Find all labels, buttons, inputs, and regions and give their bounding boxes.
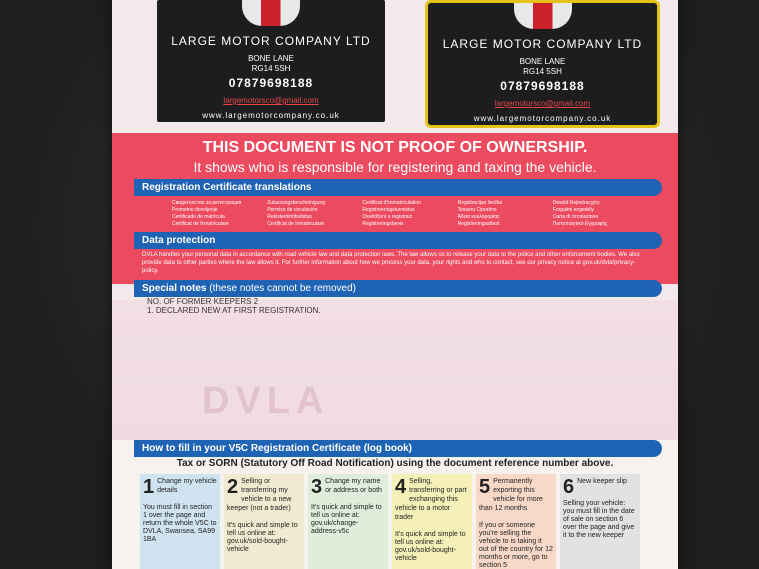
step-body: It's quick and simple to tell us online at: gov.uk/sold-bought-vehicle (227, 522, 298, 553)
how-to-header: How to fill in your V5C Registration Certificate (log book) (134, 440, 662, 457)
step-title: New keeper slip (577, 478, 627, 485)
step-card (140, 474, 220, 569)
translation-item: Certificado de matrícula (172, 214, 225, 220)
translation-item: Πιστοποιητικό Εγγραφής (552, 221, 608, 227)
how-to-subheading: Tax or SORN (Statutory Off Road Notification) using the document reference number above. (176, 458, 614, 469)
step-title: Permanently exporting this vehicle for more than 12 months (479, 478, 543, 512)
translation-item: Certificat de înmatriculare (172, 221, 229, 227)
card-company-name: LARGE MOTOR COMPANY LTD (171, 34, 371, 48)
translation-item: Carta di circolazione (552, 214, 599, 220)
card-address-line2: RG14 5SH (523, 67, 562, 76)
step-number: 1 (143, 476, 155, 498)
special-notes-title: Special notes (142, 283, 207, 294)
step-number: 5 (479, 476, 491, 498)
step-number: 2 (227, 476, 239, 498)
step-card (392, 474, 472, 569)
translation-item: Registreringsattest (457, 221, 500, 227)
banner-subline: It shows who is responsible for registering and taxing the vehicle. (193, 159, 597, 175)
note-line: NO. OF FORMER KEEPERS 2 (147, 297, 259, 306)
step-body: It's quick and simple to tell us online at: gov.uk/sold-bought-vehicle (395, 531, 466, 562)
step-card (560, 474, 640, 569)
step-title: Change my vehicle details (157, 478, 217, 494)
step-number: 4 (395, 476, 407, 498)
translation-item: Prometno dovoljenje (172, 207, 218, 213)
card-phone: 07879698188 (228, 76, 314, 90)
special-notes-content (147, 297, 321, 315)
translation-item: Forgalmi engedély (552, 207, 594, 213)
ownership-banner (112, 133, 678, 181)
translation-item: Certificat de înmatriculare (267, 221, 325, 227)
translation-item: Permiso de circulación (267, 207, 318, 213)
watermark-text: DVLA (202, 380, 330, 422)
banner-headline: THIS DOCUMENT IS NOT PROOF OF OWNERSHIP. (202, 139, 588, 156)
card-address-line1: BONE LANE (248, 54, 294, 63)
translation-item: Rekisteröintitodistus (267, 214, 312, 220)
translation-item: Certificat d'immatriculation (362, 200, 421, 206)
card-website: www.largemotorcompany.co.uk (473, 114, 612, 123)
step-body: If you or someone you're selling the vehicle to is taking it out of the country for 12 months or more, go to section 5 (479, 522, 553, 569)
card-company-name: LARGE MOTOR COMPANY LTD (442, 37, 643, 51)
step-card (224, 474, 304, 569)
card-email: largemotorsco@gmail.com (223, 96, 319, 105)
card-email: largemotorsco@gmail.com (494, 99, 591, 108)
special-notes-header (134, 280, 662, 297)
step-number: 6 (563, 476, 575, 498)
special-notes-hint: (these notes cannot be removed) (209, 283, 357, 294)
card-address (157, 54, 385, 74)
translations-header: Registration Certificate translations (134, 179, 662, 196)
translation-item: Registreringsbevis (362, 221, 404, 227)
translation-item: Zulassungsbescheinigung (267, 200, 326, 206)
car-logo-icon (514, 3, 572, 29)
card-address (428, 57, 657, 77)
special-notes-area (112, 300, 678, 450)
step-number: 3 (311, 476, 323, 498)
business-card-right (425, 0, 660, 128)
step-title: Selling, transferring or part exchanging this vehicle to a motor trader (395, 478, 467, 521)
business-card-left (157, 0, 385, 122)
translation-item: Osvědčení o registraci (362, 214, 413, 220)
step-title: Selling or transferring my vehicle to a new keeper (not a trader) (227, 478, 292, 512)
step-body: Selling your vehicle: you must fill in the date of sale on section 6 over the page and give it to the new keeper (563, 500, 635, 539)
card-website: www.largemotorcompany.co.uk (202, 111, 340, 120)
card-phone: 07879698188 (500, 79, 585, 93)
data-protection-text: DVLA handles your personal data in accordance with road vehicle law and data protection laws. The law allows us to release your data to the police and other enforcement bodies. We also provide data to other parties where the law allows it. For further information about how we process your data, your rights and who to contact, see our privacy notice at gov.uk/dvla/privacy-policy. (142, 252, 640, 274)
card-address-line1: BONE LANE (519, 57, 566, 66)
data-protection-header: Data protection (134, 232, 662, 249)
translation-item: Свидетелство за регистрация (172, 200, 242, 206)
v5c-document (112, 0, 678, 569)
translation-item: Registreeringstunnistus (362, 207, 415, 213)
step-card (476, 474, 556, 569)
translations-grid (172, 200, 642, 227)
step-body: You must fill in section 1 over the page and return the whole V5C to DVLA, Swansea, SA99 1BA (143, 504, 217, 543)
card-address-line2: RG14 5SH (251, 64, 291, 73)
translation-item: Dowód Rejestracyjny (552, 200, 600, 206)
car-logo-icon (242, 0, 300, 26)
translation-item: Άδεια κυκλοφορίας (457, 214, 500, 220)
translation-item: Registracijas liecība (457, 200, 503, 206)
step-card (308, 474, 388, 569)
step-title: Change my name or address or both (325, 478, 382, 494)
translation-item: Tesseru Cipratino (457, 207, 497, 213)
note-line: 1. DECLARED NEW AT FIRST REGISTRATION. (147, 306, 321, 315)
step-body: It's quick and simple to tell us online at: gov.uk/change-address-v5c (311, 504, 382, 535)
